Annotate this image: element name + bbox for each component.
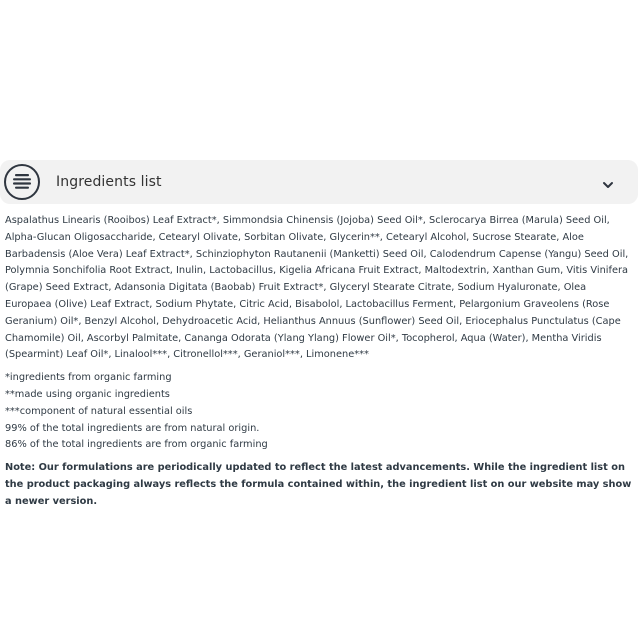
formulation-note: Note: Our formulations are periodically updated to reflect the latest advancements. While the ingredient list on the product packaging always reflects the formula contained within, the ingredient list on our website may show a newer version. (5, 462, 632, 507)
accordion-title: Ingredients list (56, 174, 162, 190)
footnote-organic-ingredients: **made using organic ingredients (5, 388, 170, 400)
footnote-essential-oils: ***component of natural essential oils (5, 405, 193, 417)
footnote-organic-farming: *ingredients from organic farming (5, 372, 172, 384)
chevron-down-icon[interactable] (602, 176, 614, 188)
ingredients-panel (5, 213, 633, 520)
ingredients-accordion-header[interactable] (0, 160, 638, 204)
ingredients-text: Aspalathus Linearis (Rooibos) Leaf Extract*, Simmondsia Chinensis (Jojoba) Seed Oil*, Sclerocarya Birrea (Marula) Seed Oil, Alpha-Glucan Oligosaccharide, Cetearyl Olivate, Sorbitan Olivate, Glycerin**, Cetearyl Alcohol, Sucrose Stearate, Aloe Barbadensis (Aloe Vera) Leaf Extract*, Schinziophyton Rautanenii (Manketti) Seed Oil, Calodendrum Capense (Yangu) Seed Oil, Polymnia Sonchifolia Root Extract, Inulin, Lactobacillus, Kigelia Africana Fruit Extract, Maltodextrin, Xanthan Gum, Vitis Vinifera (Grape) Seed Extract, Adansonia Digitata (Baobab) Fruit Extract*, Glyceryl Stearate Citrate, Sodium Hyaluronate, Olea Europaea (Olive) Leaf Extract, Sodium Phytate, Citric Acid, Bisabolol, Lactobacillus Ferment, Pelargonium Graveolens (Rose Geranium) Oil*, Benzyl Alcohol, Dehydroacetic Acid, Helianthus Annuus (Sunflower) Seed Oil, Eriocephalus Punctulatus (Cape Chamomile) Oil, Ascorbyl Palmitate, Cananga Odorata (Ylang Ylang) Flower Oil*, Tocopherol, Aqua (Water), Mentha Viridis (Spearmint) Leaf Oil*, Linalool***, Citronellol***, Geraniol***, Limonene*** (5, 215, 629, 361)
footnote-organic-percentage: 86% of the total ingredients are from organic farming (5, 439, 268, 451)
footnote-natural-origin: 99% of the total ingredients are from natural origin. (5, 422, 260, 434)
list-icon (4, 164, 40, 200)
footnotes (5, 370, 633, 454)
